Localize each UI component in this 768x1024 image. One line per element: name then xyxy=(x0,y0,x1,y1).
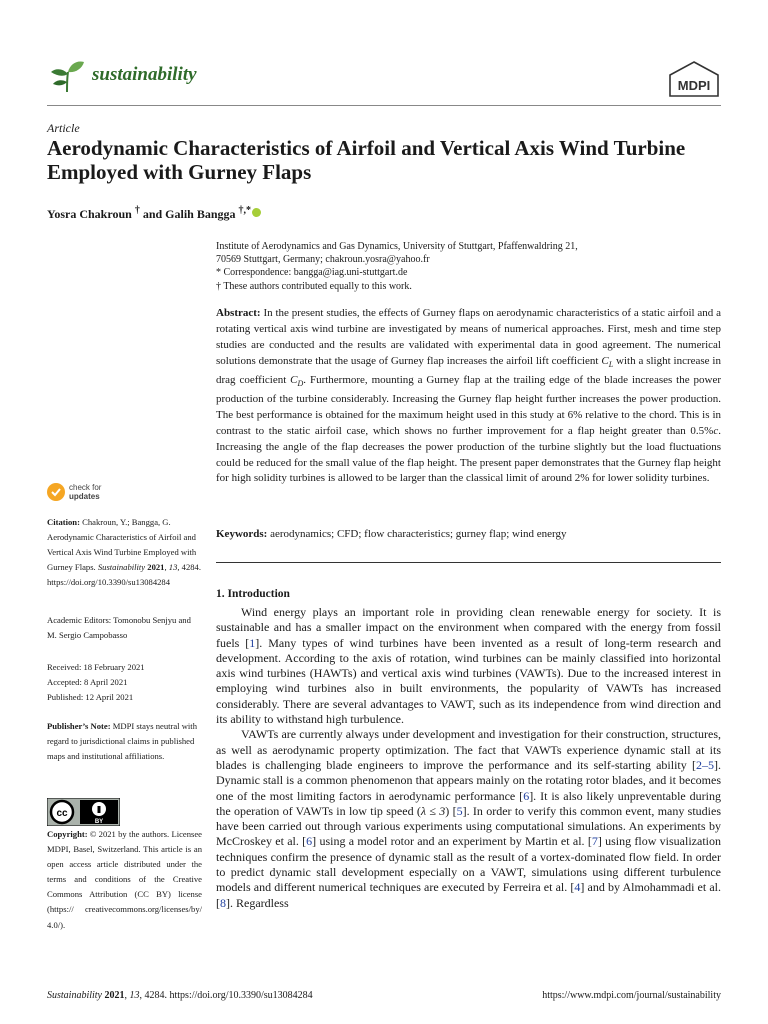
keywords-divider xyxy=(216,562,721,563)
page-title: Aerodynamic Characteristics of Airfoil and Vertical Axis Wind Turbine Employed with Gurney Flaps xyxy=(47,136,686,184)
reference-link[interactable]: 8 xyxy=(220,895,226,910)
footer-journal-url[interactable]: https://www.mdpi.com/journal/sustainability xyxy=(542,990,721,1001)
paragraph-text: ] using flow visualization techniques confirm the presence of dynamic stall as the result of a vortex-dominated flow field. In order to predict dynamic stall development especially on a VAWT, simulations using different turbulence models and different numerical techniques are executed by Ferreira et al. [ xyxy=(216,834,721,895)
footer-year: 2021 xyxy=(104,990,125,1001)
article-type: Article xyxy=(47,121,80,135)
svg-text:BY: BY xyxy=(94,819,104,825)
svg-text:cc: cc xyxy=(56,808,68,819)
correspondence-note: * Correspondence: bangga@iag.uni-stuttgart.de xyxy=(216,267,408,279)
check-icon xyxy=(47,483,65,501)
check-line: updates xyxy=(69,492,100,502)
publisher-note xyxy=(47,719,202,764)
citation-label: Citation: xyxy=(47,517,80,527)
reference-link[interactable]: 2–5 xyxy=(696,757,714,772)
abstract-text: with a slight increase in drag coefficient xyxy=(216,354,721,386)
section-heading: 1. Introduction xyxy=(216,588,290,600)
accepted-date: Accepted: 8 April 2021 xyxy=(47,677,128,688)
footer-citation: Sustainability 2021, 13, 4284. https://doi.org/10.3390/su13084284 xyxy=(47,990,313,1001)
abstract-text: . Furthermore, mounting a Gurney flap at the trailing edge of the blade increases the power production of the turbine considerably. Increasing the Gurney flap height further increases the power production. The best performance is obtained for the maximum height used in this study at 6% relative to the chord. This is in contrast to the static airfoil case, which shows no further improvement for a flap height greater than 0.5% xyxy=(216,373,721,437)
math-subscript: L xyxy=(608,359,614,369)
author-mark: † xyxy=(134,205,140,216)
equal-contribution-note: † These authors contributed equally to this work. xyxy=(216,280,412,292)
footer-volume: 13 xyxy=(129,990,140,1001)
abstract xyxy=(216,306,721,487)
abstract-label: Abstract: xyxy=(216,307,261,319)
paragraph-text: ]. Many types of wind turbines have been invented as a result of long-term research and development. According to the axis of rotation, wind turbines can be mainly classified into horizontal axis wind turbines (HAWTs) and vertical axis wind turbines (VAWTs). Due to the increased interest in employing wind turbines also in built environments, the popularity of VAWTs has increased considerably. There are several advantages to VAWT, such as its independence from wind direction and its ability to withstand high turbulence. xyxy=(216,635,721,727)
introduction-body xyxy=(216,605,721,911)
math-expression: λ ≤ 3 xyxy=(420,803,446,818)
citation-block: Citation: Chakroun, Y.; Bangga, G. Aerodynamic Characteristics of Airfoil and Vertical Axis Wind Turbine Employed with Gurney Flaps. Sustainability 2021, 13, 4284. https://doi.org/10.3390/su13084284 xyxy=(47,517,201,588)
check-for-updates-badge[interactable] xyxy=(47,483,101,501)
citation-text: Chakroun, Y.; Bangga, G. Aerodynamic Characteristics of Airfoil and Vertical Axis Wind Turbine Employed with Gurney Flaps. xyxy=(47,517,197,573)
keywords xyxy=(216,528,721,540)
citation-rest: , 4284. xyxy=(177,562,201,573)
mdpi-logo-text: MDPI xyxy=(677,78,711,93)
author-mark: †,* xyxy=(238,205,252,216)
check-line: check for xyxy=(69,483,102,493)
paragraph-text: ]. Dynamic stall is a common phenomenon that appears mainly on the rotating rotor blades, and it becomes one of the most limiting factors in aerodynamic performance [ xyxy=(216,757,721,803)
paragraph-text: VAWTs are currently always under development and investigation for their construction, structures, as well as aerodynamic property optimization. The fact that VAWTs experience dynamic stall at its blades is challenging blade engineers to improve the performance and its self-starting ability [ xyxy=(216,727,721,772)
math-symbol: C xyxy=(290,373,298,386)
journal-logo-icon xyxy=(47,58,87,94)
keywords-label: Keywords: xyxy=(216,528,268,540)
cc-by-license-icon[interactable] xyxy=(47,798,120,826)
dates-block xyxy=(47,660,202,705)
orcid-icon[interactable] xyxy=(252,208,261,217)
reference-link[interactable]: 1 xyxy=(249,635,256,650)
author-list xyxy=(47,205,261,222)
citation-volume: 13 xyxy=(168,562,178,573)
copyright-label: Copyright: xyxy=(47,829,88,839)
reference-link[interactable]: 6 xyxy=(306,834,313,849)
received-date: Received: 18 February 2021 xyxy=(47,662,145,672)
paragraph-text: ]. Regardless xyxy=(226,895,289,910)
math-symbol: C xyxy=(601,354,609,367)
reference-link[interactable]: 7 xyxy=(591,834,598,849)
paragraph-text: ] and by Almohammadi et al. [ xyxy=(216,880,722,910)
math-symbol: c xyxy=(713,424,719,437)
header-divider xyxy=(47,105,721,106)
author-name[interactable]: Yosra Chakroun xyxy=(47,207,132,221)
publisher-note-label: Publisher’s Note: xyxy=(47,721,111,731)
abstract-text: In the present studies, the effects of Gurney flaps on aerodynamic characteristics of a static airfoil and a rotating vertical axis wind turbine are investigated by means of numerical approaches. First, mesh and time step studies are conducted and the results are validated with experimental data in good agreement. The numerical solutions demonstrate that the usage of Gurney flap increases the airfoil lift coefficient xyxy=(216,307,722,367)
paragraph xyxy=(216,727,721,911)
affiliation-block xyxy=(216,240,721,293)
citation-journal: Sustainability xyxy=(97,562,146,573)
affiliation-line: Institute of Aerodynamics and Gas Dynamics, University of Stuttgart, Pfaffenwaldring 21, xyxy=(216,241,578,252)
paragraph-text: ] using a model rotor and an experiment by Martin et al. [ xyxy=(312,834,592,849)
journal-name[interactable]: sustainability xyxy=(92,64,197,85)
paragraph-text: ) [ xyxy=(445,803,457,818)
citation-year: 2021 xyxy=(147,562,165,573)
paragraph-text: ]. In order to verify this common event, many studies have been carried out through various experiments using computational simulations. An experiments by McCroskey et al. [ xyxy=(216,803,721,849)
copyright-block xyxy=(47,827,202,933)
reference-link[interactable]: 5 xyxy=(456,803,463,818)
publisher-note-text: MDPI stays neutral with regard to jurisdictional claims in published maps and institutional affiliations. xyxy=(47,721,197,762)
citation-doi[interactable]: https://doi.org/10.3390/su13084284 xyxy=(47,577,171,588)
reference-link[interactable]: 4 xyxy=(574,880,581,895)
check-for-updates-text xyxy=(69,483,101,501)
paragraph-text: ]. It is also likely unpreventable during the operation of VAWTs in low tip speed ( xyxy=(216,788,721,818)
author-connector: and xyxy=(142,207,163,221)
abstract-text: . Increasing the angle of the flap decreases the power production of the turbine slightly but the load fluctuations could be reduced for the small value of the flap height. The present paper demonstrates that the Gurney flap height for high solidity turbines is allowed to be larger than the classical limit of around 2% for lower solidity turbines. xyxy=(216,424,721,485)
academic-editors: Academic Editors: Tomonobu Senjyu and M. Sergio Campobasso xyxy=(47,615,191,641)
mdpi-logo-icon[interactable] xyxy=(666,60,722,98)
math-subscript: D xyxy=(297,379,304,388)
footer-journal: Sustainability xyxy=(47,990,102,1001)
paragraph xyxy=(216,605,721,727)
author-name[interactable]: Galih Bangga xyxy=(165,207,236,221)
affiliation-line: 70569 Stuttgart, Germany; chakroun.yosra@yahoo.fr xyxy=(216,254,430,266)
reference-link[interactable]: 6 xyxy=(523,788,530,803)
keywords-text: aerodynamics; CFD; flow characteristics; gurney flap; wind energy xyxy=(270,528,567,540)
paragraph-text: Wind energy plays an important role in providing clean renewable energy for society. It is sustainable and has a smaller impact on the environment when compared with the energy from fossil fuels [ xyxy=(216,605,721,650)
footer-doi[interactable]: , 4284. https://doi.org/10.3390/su13084284 xyxy=(139,990,313,1001)
published-date: Published: 12 April 2021 xyxy=(47,692,134,703)
copyright-text: © 2021 by the authors. Licensee MDPI, Basel, Switzerland. This article is an open access article distributed under the terms and conditions of the Creative Commons Attribution (CC BY) license (https:// creativecommons.org/licenses/by/ 4.0/). xyxy=(47,829,202,930)
